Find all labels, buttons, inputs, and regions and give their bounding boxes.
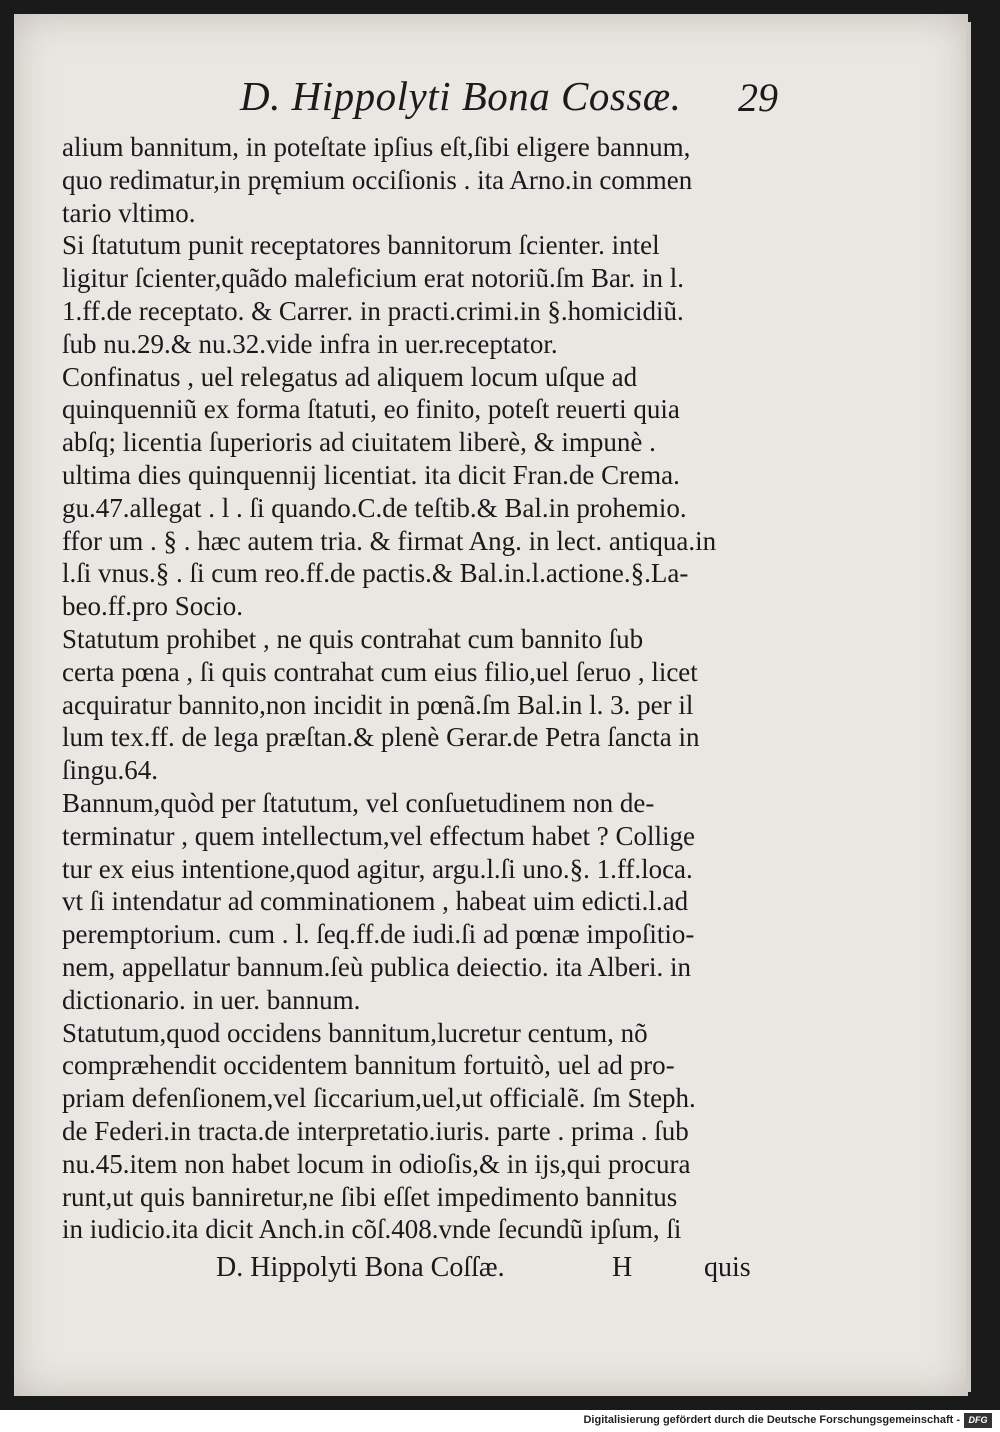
page-edge bbox=[966, 22, 971, 1392]
text-line: priam defenſionem,vel ſiccarium,uel,ut officialẽ. ſm Steph. bbox=[62, 1083, 696, 1114]
text-line: 1.ff.de receptato. & Carrer. in practi.crimi.in §.homicidiũ. bbox=[62, 295, 684, 326]
text-line: ſingu.64. bbox=[62, 755, 159, 786]
text-line: ffor um . § . hæc autem tria. & firmat Ang. in lect. antiqua.in bbox=[62, 525, 717, 556]
text-line: quo redimatur,in pręmium occiſionis . ita Arno.in commen bbox=[62, 164, 693, 195]
catchline bbox=[216, 1252, 776, 1292]
text-line: Statutum,quod occidens bannitum,lucretur centum, nõ bbox=[62, 1017, 648, 1048]
catchword: quis bbox=[704, 1252, 751, 1283]
text-line: abſq; licentia ſuperioris ad ciuitatem liberè, & impunè . bbox=[62, 427, 656, 458]
text-line: certa pœna , ſi quis contrahat cum eius filio,uel ſeruo , licet bbox=[62, 656, 698, 687]
catchline-author: D. Hippolyti Bona Coſſæ. bbox=[216, 1252, 505, 1283]
text-line: l.ſi vnus.§ . ſi cum reo.ff.de pactis.& Bal.in.l.actione.§.La- bbox=[62, 558, 689, 589]
text-line: ligitur ſcienter,quãdo maleficium erat notoriũ.ſm Bar. in l. bbox=[62, 263, 685, 294]
text-line: dictionario. in uer. bannum. bbox=[62, 984, 361, 1015]
running-title: D. Hippolyti Bona Cossæ. bbox=[240, 73, 682, 119]
running-head bbox=[240, 72, 800, 128]
text-line: nem, appellatur bannum.ſeù publica deiectio. ita Alberi. in bbox=[62, 951, 692, 982]
text-line: terminatur , quem intellectum,vel effectum habet ? Collige bbox=[62, 820, 696, 851]
text-line: tario vltimo. bbox=[62, 197, 196, 228]
text-line: compræhendit occidentem bannitum fortuitò, uel ad pro- bbox=[62, 1050, 675, 1081]
text-line: Si ſtatutum punit receptatores bannitorum ſcienter. intel bbox=[62, 230, 660, 261]
text-line: ſub nu.29.& nu.32.vide infra in uer.receptator. bbox=[62, 328, 558, 359]
body-text bbox=[62, 131, 812, 1246]
text-line: gu.47.allegat . l . ſi quando.C.de teſtib.& Bal.in prohemio. bbox=[62, 492, 687, 523]
text-line: Statutum prohibet , ne quis contrahat cum bannito ſub bbox=[62, 623, 644, 654]
text-line: de Federi.in tracta.de interpretatio.iuris. parte . prima . ſub bbox=[62, 1115, 689, 1146]
text-line: vt ſi intendatur ad comminationem , habeat uim edicti.l.ad bbox=[62, 886, 689, 917]
text-line: acquiratur bannito,non incidit in pœnã.ſm Bal.in l. 3. per il bbox=[62, 689, 694, 720]
text-line: runt,ut quis banniretur,ne ſibi eſſet impedimento bannitus bbox=[62, 1181, 678, 1212]
text-line: beo.ff.pro Socio. bbox=[62, 591, 243, 622]
dfg-logo: DFG bbox=[964, 1413, 992, 1428]
text-line: nu.45.item non habet locum in odioſis,& in ijs,qui procura bbox=[62, 1148, 691, 1179]
text-line: in iudicio.ita dicit Anch.in cõſ.408.vnde ſecundũ ipſum, ſi bbox=[62, 1214, 682, 1245]
page-number: 29 bbox=[738, 75, 778, 120]
credit-bar bbox=[0, 1410, 1000, 1432]
text-line: lum tex.ff. de lega præſtan.& plenè Gerar.de Petra ſancta in bbox=[62, 722, 700, 753]
text-line: quinquenniũ ex forma ſtatuti, eo finito, poteſt reuerti quia bbox=[62, 394, 680, 425]
signature-mark: H bbox=[612, 1252, 633, 1283]
text-line: Confinatus , uel relegatus ad aliquem locum uſque ad bbox=[62, 361, 638, 392]
text-line: peremptorium. cum . l. ſeq.ff.de iudi.ſi ad pœnæ impoſitio- bbox=[62, 919, 695, 950]
text-line: Bannum,quòd per ſtatutum, vel conſuetudinem non de- bbox=[62, 787, 655, 818]
funding-credit: Digitalisierung gefördert durch die Deutsche Forschungsgemeinschaft - bbox=[583, 1414, 960, 1426]
text-line: tur ex eius intentione,quod agitur, argu.l.ſi uno.§. 1.ff.loca. bbox=[62, 853, 693, 884]
text-line: alium bannitum, in poteſtate ipſius eſt,ſibi eligere bannum, bbox=[62, 132, 691, 162]
text-line: ultima dies quinquennij licentiat. ita dicit Fran.de Crema. bbox=[62, 459, 680, 490]
